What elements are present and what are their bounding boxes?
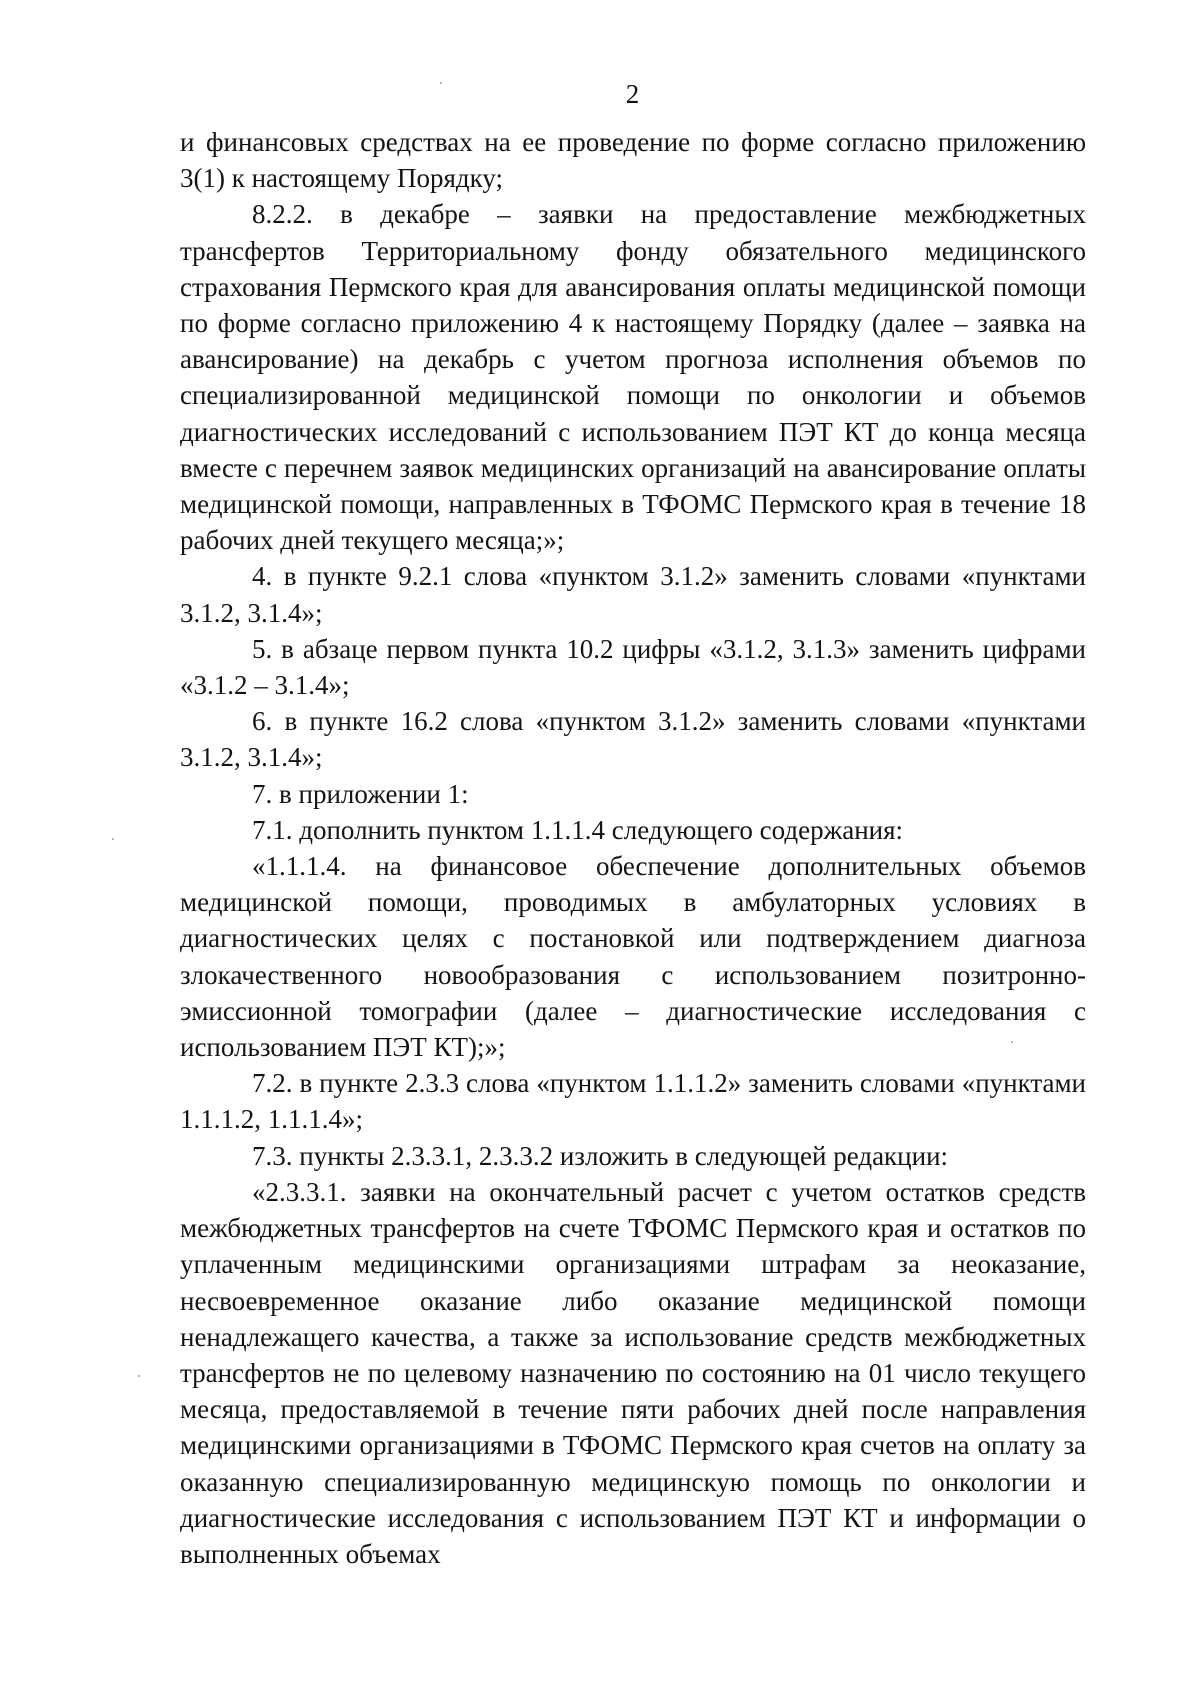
paragraph-item-7-2: 7.2. в пункте 2.3.3 слова «пунктом 1.1.1.2» заменить словами «пунктами 1.1.1.2, 1.1.1.4»; (180, 1068, 1086, 1135)
document-body (180, 124, 1086, 1572)
scan-speck (1011, 1041, 1013, 1043)
paragraph-continuation: и финансовых средствах на ее проведение по форме согласно приложению 3(1) к настоящему Порядку; (180, 127, 1086, 194)
scan-speck (112, 838, 114, 840)
paragraph-item-6: 6. в пункте 16.2 слова «пунктом 3.1.2» заменить словами «пунктами 3.1.2, 3.1.4»; (180, 706, 1086, 773)
paragraph-item-7: 7. в приложении 1: (252, 778, 469, 809)
paragraph-item-7-1: 7.1. дополнить пунктом 1.1.1.4 следующего содержания: (252, 814, 904, 845)
paragraph-quote-2-3-3-1: «2.3.3.1. заявки на окончательный расчет с учетом остатков средств межбюджетных трансфертов на счете ТФОМС Пермского края и остатков по уплаченным медицинскими организациями штрафам за неоказание, несвоевременное оказание либо оказание медицинской помощи ненадлежащего качества, а также за использование средств межбюджетных трансфертов не по целевому назначению по состоянию на 01 число текущего месяца, предоставляемой в течение пяти рабочих дней после направления медицинскими организациями в ТФОМС Пермского края счетов на оплату за оказанную специализированную медицинскую помощь по онкологии и диагностические исследования с использованием ПЭТ КТ и информации о выполненных объемах (180, 1176, 1086, 1569)
paragraph-item-7-3: 7.3. пункты 2.3.3.1, 2.3.3.2 изложить в следующей редакции: (252, 1140, 949, 1171)
paragraph-quote-1-1-1-4: «1.1.1.4. на финансовое обеспечение дополнительных объемов медицинской помощи, проводимых в амбулаторных условиях в диагностических целях с постановкой или подтверждением диагноза злокачественного новообразования с использованием позитронно-эмиссионной томографии (далее – диагностические исследования с использованием ПЭТ КТ);»; (180, 851, 1086, 1063)
scan-speck (138, 1375, 140, 1377)
paragraph-item-4: 4. в пункте 9.2.1 слова «пунктом 3.1.2» заменить словами «пунктами 3.1.2, 3.1.4»; (180, 561, 1086, 628)
page-number: 2 (625, 79, 640, 109)
paragraph-8-2-2: 8.2.2. в декабре – заявки на предоставление межбюджетных трансфертов Территориальному фонду обязательного медицинского страхования Пермского края для авансирования оплаты медицинской помощи по форме согласно приложению 4 к настоящему Порядку (далее – заявка на авансирование) на декабрь с учетом прогноза исполнения объемов по специализированной медицинской помощи по онкологии и объемов диагностических исследований с использованием ПЭТ КТ до конца месяца вместе с перечнем заявок медицинских организаций на авансирование оплаты медицинской помощи, направленных в ТФОМС Пермского края в течение 18 рабочих дней текущего месяца;»; (180, 199, 1086, 556)
paragraph-item-5: 5. в абзаце первом пункта 10.2 цифры «3.1.2, 3.1.3» заменить цифрами «3.1.2 – 3.1.4»; (180, 633, 1086, 701)
scan-speck (440, 82, 442, 84)
